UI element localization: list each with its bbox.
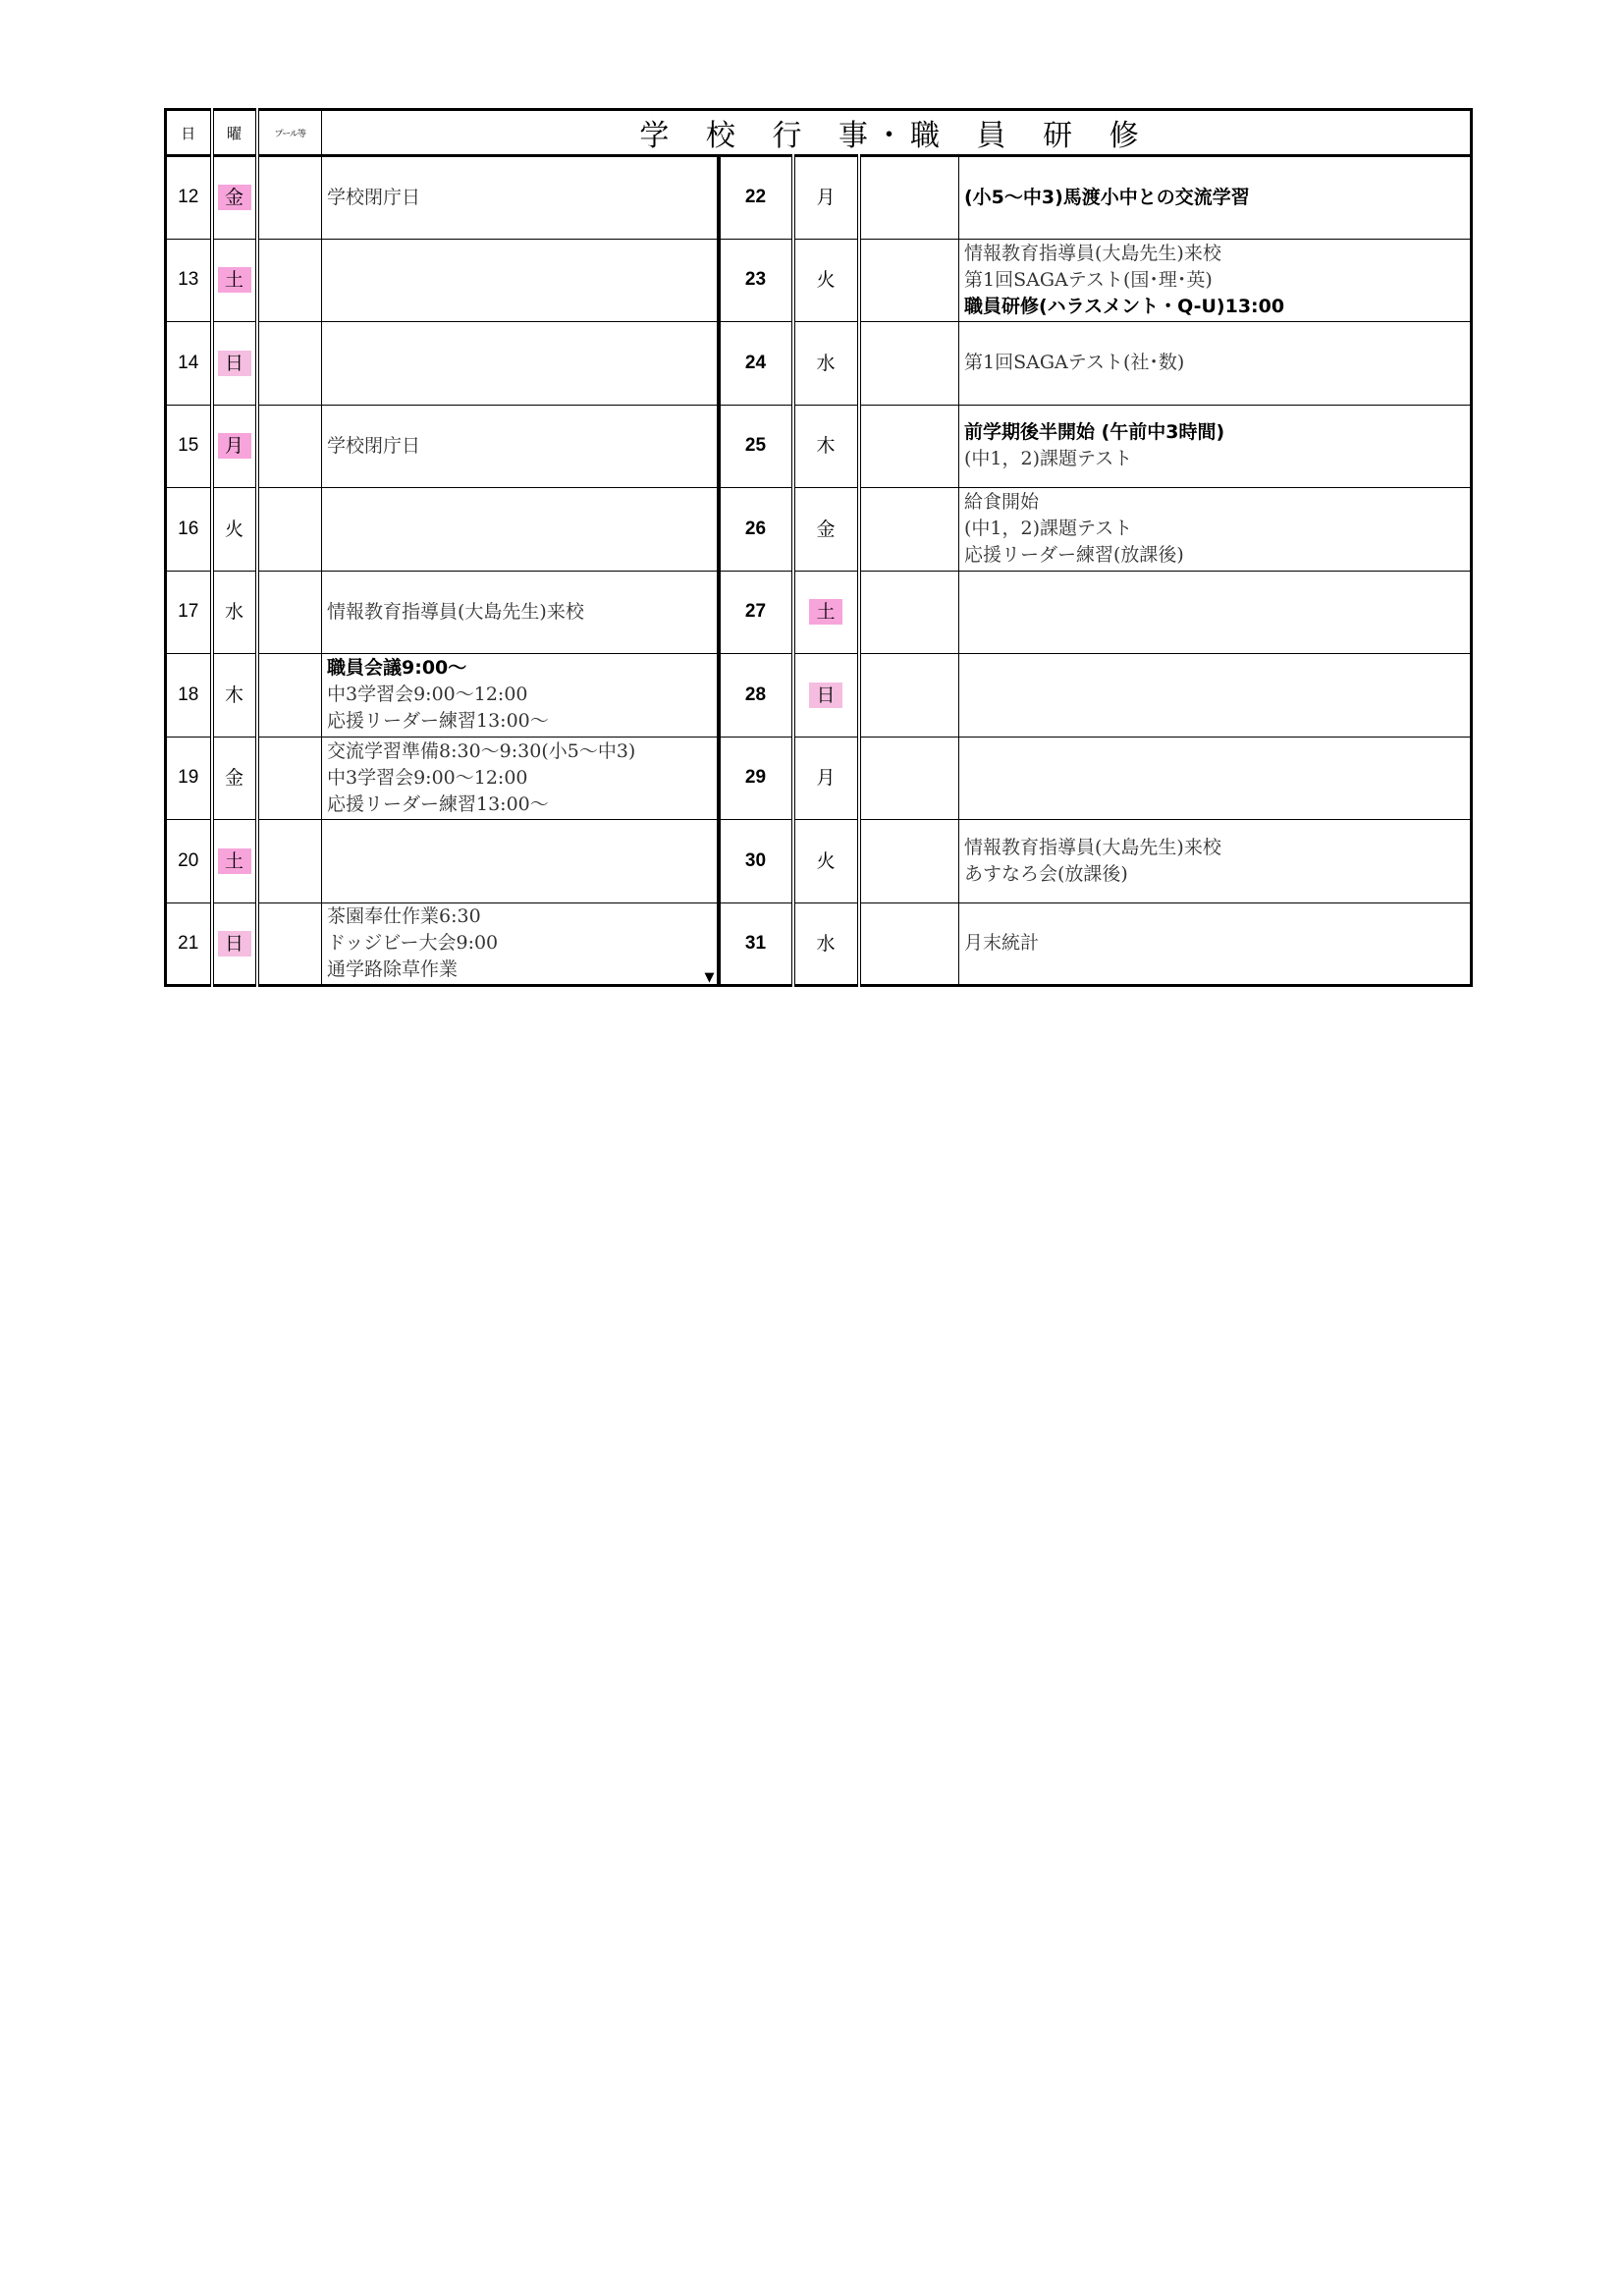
weekday-cell bbox=[793, 737, 859, 820]
weekday-cell bbox=[212, 902, 257, 986]
weekday-label: 木 bbox=[816, 435, 836, 458]
event-cell bbox=[959, 737, 1472, 820]
schedule-row bbox=[166, 737, 1472, 820]
schedule-sheet bbox=[164, 108, 1470, 987]
weekday-label: 水 bbox=[816, 932, 836, 955]
pool-cell bbox=[257, 405, 322, 488]
event-cell bbox=[959, 405, 1472, 488]
day-number: 31 bbox=[719, 902, 793, 986]
pool-cell bbox=[257, 488, 322, 572]
event-line: 中3学習会9:00～12:00 bbox=[327, 766, 528, 789]
schedule-row bbox=[166, 820, 1472, 903]
pool-cell bbox=[859, 239, 959, 322]
weekday-cell bbox=[793, 902, 859, 986]
event-line: 通学路除草作業 bbox=[327, 958, 459, 981]
weekday-cell bbox=[212, 488, 257, 572]
weekday-label: 金 bbox=[224, 767, 243, 790]
pool-cell bbox=[257, 820, 322, 903]
weekday-label: 土 bbox=[218, 848, 251, 874]
weekday-cell bbox=[793, 405, 859, 488]
weekday-cell bbox=[793, 488, 859, 572]
pool-cell bbox=[859, 820, 959, 903]
day-number: 19 bbox=[166, 737, 212, 820]
event-line: 第1回SAGAテスト(国･理･英) bbox=[964, 268, 1213, 291]
weekday-cell bbox=[212, 239, 257, 322]
weekday-label: 月 bbox=[218, 433, 251, 459]
down-triangle-icon: ▼ bbox=[704, 970, 715, 985]
header-pool: プール等 bbox=[257, 110, 322, 156]
event-line: (小5～中3)馬渡小中との交流学習 bbox=[964, 186, 1250, 208]
weekday-label: 土 bbox=[218, 267, 251, 293]
weekday-cell bbox=[793, 156, 859, 240]
weekday-cell bbox=[793, 239, 859, 322]
pool-cell bbox=[257, 156, 322, 240]
day-number: 24 bbox=[719, 322, 793, 406]
pool-cell bbox=[257, 322, 322, 406]
weekday-label: 金 bbox=[816, 518, 836, 540]
weekday-label: 月 bbox=[816, 187, 836, 209]
day-number: 26 bbox=[719, 488, 793, 572]
pool-cell bbox=[257, 737, 322, 820]
weekday-label: 火 bbox=[816, 269, 836, 292]
event-line: 給食開始 bbox=[964, 491, 1040, 514]
weekday-cell bbox=[212, 405, 257, 488]
day-number: 18 bbox=[166, 654, 212, 738]
event-line: (中1，2)課題テスト bbox=[964, 518, 1133, 540]
weekday-cell bbox=[793, 820, 859, 903]
event-line: 応援リーダー練習13:00～ bbox=[327, 793, 549, 815]
day-number: 30 bbox=[719, 820, 793, 903]
event-line: 情報教育指導員(大島先生)来校 bbox=[964, 242, 1221, 264]
event-cell bbox=[322, 239, 719, 322]
pool-cell bbox=[859, 405, 959, 488]
schedule-table bbox=[164, 108, 1473, 987]
event-line: 情報教育指導員(大島先生)来校 bbox=[964, 836, 1221, 858]
weekday-label: 火 bbox=[816, 849, 836, 872]
schedule-row bbox=[166, 488, 1472, 572]
event-cell bbox=[322, 405, 719, 488]
event-cell bbox=[959, 820, 1472, 903]
schedule-row bbox=[166, 902, 1472, 986]
weekday-cell bbox=[212, 322, 257, 406]
day-number: 27 bbox=[719, 571, 793, 654]
weekday-cell bbox=[793, 322, 859, 406]
pool-cell bbox=[859, 488, 959, 572]
day-number: 20 bbox=[166, 820, 212, 903]
weekday-label: 水 bbox=[816, 352, 836, 374]
pool-cell bbox=[859, 571, 959, 654]
pool-cell bbox=[257, 571, 322, 654]
event-line: 応援リーダー練習(放課後) bbox=[964, 544, 1184, 567]
weekday-label: 木 bbox=[224, 683, 243, 706]
event-cell bbox=[322, 571, 719, 654]
event-cell bbox=[959, 322, 1472, 406]
weekday-label: 火 bbox=[224, 518, 243, 540]
pool-cell bbox=[257, 239, 322, 322]
header-row bbox=[166, 110, 1472, 156]
event-line: 前学期後半開始 (午前中3時間) bbox=[964, 421, 1225, 444]
day-number: 14 bbox=[166, 322, 212, 406]
event-line: 職員会議9:00～ bbox=[327, 657, 467, 680]
event-line: 職員研修(ハラスメント・Q-U)13:00 bbox=[964, 295, 1285, 317]
weekday-label: 土 bbox=[809, 599, 842, 625]
pool-cell bbox=[257, 654, 322, 738]
weekday-cell bbox=[212, 654, 257, 738]
event-line: (中1，2)課題テスト bbox=[964, 448, 1133, 470]
header-day: 日 bbox=[166, 110, 212, 156]
pool-cell bbox=[859, 654, 959, 738]
pool-cell bbox=[859, 737, 959, 820]
day-number: 22 bbox=[719, 156, 793, 240]
weekday-cell bbox=[212, 571, 257, 654]
event-line: 応援リーダー練習13:00～ bbox=[327, 710, 549, 733]
pool-cell bbox=[859, 902, 959, 986]
pool-cell bbox=[859, 322, 959, 406]
pool-cell bbox=[859, 156, 959, 240]
day-number: 12 bbox=[166, 156, 212, 240]
day-number: 16 bbox=[166, 488, 212, 572]
event-cell bbox=[322, 820, 719, 903]
event-cell bbox=[959, 654, 1472, 738]
weekday-cell bbox=[212, 737, 257, 820]
event-line: ドッジビー大会9:00 bbox=[327, 932, 499, 955]
day-number: 17 bbox=[166, 571, 212, 654]
schedule-row bbox=[166, 322, 1472, 406]
weekday-label: 日 bbox=[809, 683, 842, 708]
event-cell bbox=[959, 156, 1472, 240]
event-cell bbox=[322, 902, 719, 986]
event-cell bbox=[322, 654, 719, 738]
day-number: 23 bbox=[719, 239, 793, 322]
weekday-cell bbox=[212, 156, 257, 240]
schedule-row bbox=[166, 405, 1472, 488]
event-cell bbox=[959, 571, 1472, 654]
weekday-label: 日 bbox=[218, 351, 251, 376]
weekday-label: 日 bbox=[218, 931, 251, 957]
event-cell bbox=[322, 156, 719, 240]
day-number: 15 bbox=[166, 405, 212, 488]
schedule-row bbox=[166, 571, 1472, 654]
event-line: 交流学習準備8:30～9:30(小5～中3) bbox=[327, 739, 636, 762]
schedule-row bbox=[166, 654, 1472, 738]
event-line: 月末統計 bbox=[964, 932, 1040, 955]
schedule-row bbox=[166, 156, 1472, 240]
event-cell bbox=[322, 737, 719, 820]
day-number: 13 bbox=[166, 239, 212, 322]
day-number: 29 bbox=[719, 737, 793, 820]
event-cell bbox=[959, 488, 1472, 572]
pool-cell bbox=[257, 902, 322, 986]
day-number: 25 bbox=[719, 405, 793, 488]
event-cell bbox=[959, 239, 1472, 322]
weekday-cell bbox=[793, 571, 859, 654]
event-line: あすなろ会(放課後) bbox=[964, 862, 1128, 885]
weekday-label: 水 bbox=[224, 601, 243, 624]
event-cell bbox=[322, 322, 719, 406]
schedule-row bbox=[166, 239, 1472, 322]
weekday-cell bbox=[793, 654, 859, 738]
weekday-cell bbox=[212, 820, 257, 903]
event-cell bbox=[322, 488, 719, 572]
event-cell bbox=[959, 902, 1472, 986]
weekday-label: 月 bbox=[816, 767, 836, 790]
page-title: 学 校 行 事･職 員 研 修 bbox=[322, 110, 1472, 156]
weekday-label: 金 bbox=[218, 185, 251, 210]
header-weekday: 曜 bbox=[212, 110, 257, 156]
event-line: 学校閉庁日 bbox=[327, 434, 421, 457]
day-number: 21 bbox=[166, 902, 212, 986]
event-line: 茶園奉仕作業6:30 bbox=[327, 905, 481, 928]
event-line: 学校閉庁日 bbox=[327, 186, 421, 208]
event-line: 情報教育指導員(大島先生)来校 bbox=[327, 600, 584, 623]
event-line: 第1回SAGAテスト(社･数) bbox=[964, 352, 1185, 374]
day-number: 28 bbox=[719, 654, 793, 738]
event-line: 中3学習会9:00～12:00 bbox=[327, 683, 528, 706]
